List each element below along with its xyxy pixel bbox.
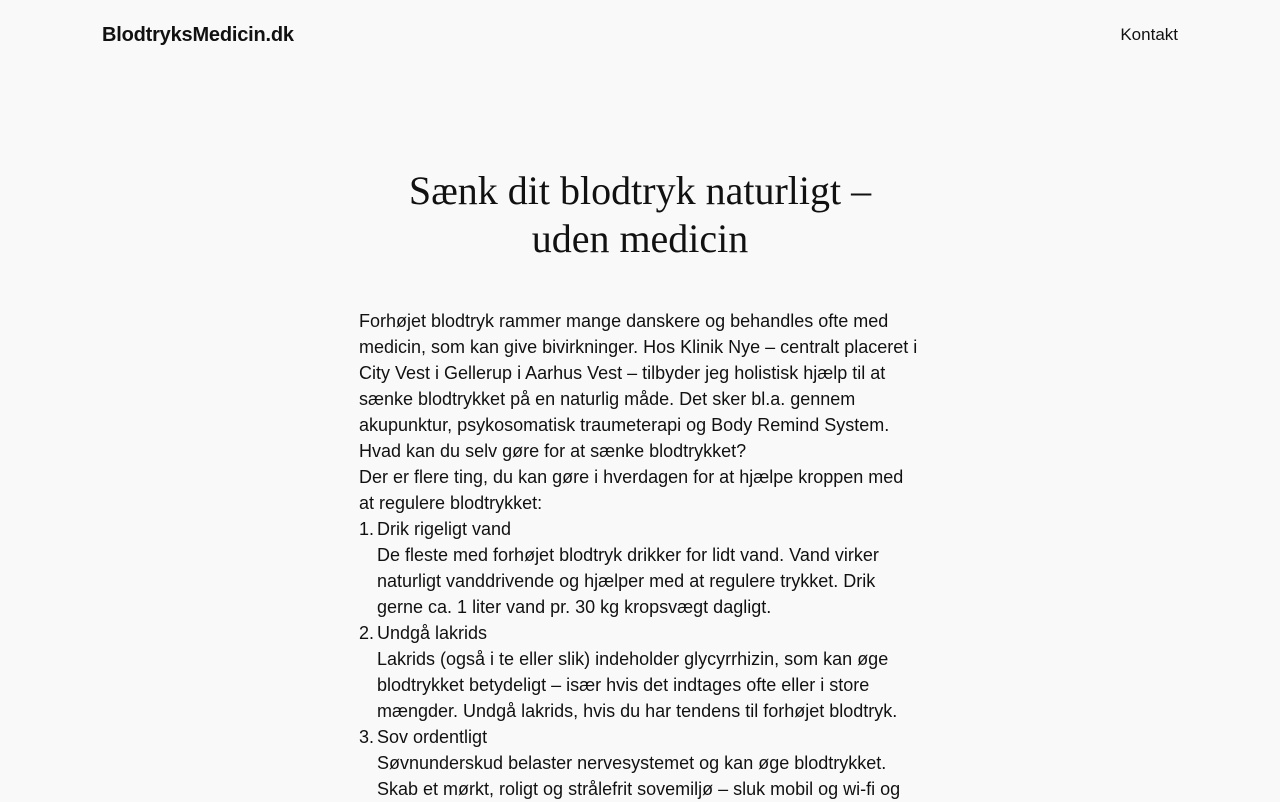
site-title-link[interactable]: BlodtryksMedicin.dk <box>102 23 294 46</box>
nav-link-kontakt[interactable]: Kontakt <box>1120 25 1178 44</box>
list-item-description: Søvnunderskud belaster nervesystemet og kan øge blodtrykket. Skab et mørkt, roligt og strålefrit sovemiljø – sluk mobil og wi-fi og <box>377 753 901 799</box>
list-item-content <box>377 724 921 802</box>
list-item-title: Sov ordentligt <box>377 727 488 747</box>
primary-nav <box>1120 25 1178 45</box>
list-item <box>359 724 921 802</box>
list-item-content <box>377 516 921 620</box>
list-item-description: Lakrids (også i te eller slik) indeholder glycyrrhizin, som kan øge blodtrykket betydeligt – især hvis det indtages ofte eller i store mængder. Undgå lakrids, hvis du har tendens til forhøjet blodtryk. <box>377 649 898 721</box>
list-item-title: Drik rigeligt vand <box>377 519 512 539</box>
tips-list <box>359 516 921 802</box>
list-item-content <box>377 620 921 724</box>
list-item-number: 1. <box>359 519 375 539</box>
list-item <box>359 516 921 620</box>
list-item-description: De fleste med forhøjet blodtryk drikker for lidt vand. Vand virker naturligt vanddrivende og hjælper med at regulere trykket. Drik gerne ca. 1 liter vand pr. 30 kg kropsvægt dagligt. <box>377 545 879 617</box>
main-content <box>0 167 1280 802</box>
list-intro-paragraph: Der er flere ting, du kan gøre i hverdagen for at hjælpe kroppen med at regulere blodtrykket: <box>359 467 904 513</box>
list-item <box>359 620 921 724</box>
list-item-number: 2. <box>359 623 375 643</box>
list-item-number: 3. <box>359 727 375 747</box>
article-body <box>359 308 921 802</box>
page-title: Sænk dit blodtryk naturligt – uden medicin <box>408 168 872 261</box>
site-header <box>0 0 1280 70</box>
list-item-title: Undgå lakrids <box>377 623 488 643</box>
intro-paragraph: Forhøjet blodtryk rammer mange danskere og behandles ofte med medicin, som kan give bivirkninger. Hos Klinik Nye – centralt placeret i City Vest i Gellerup i Aarhus Vest – tilbyder jeg holistisk hjælp til at sænke blodtrykket på en naturlig måde. Det sker bl.a. gennem akupunktur, psykosomatisk traumeterapi og Body Remind System. Hvad kan du selv gøre for at sænke blodtrykket? <box>359 311 918 461</box>
